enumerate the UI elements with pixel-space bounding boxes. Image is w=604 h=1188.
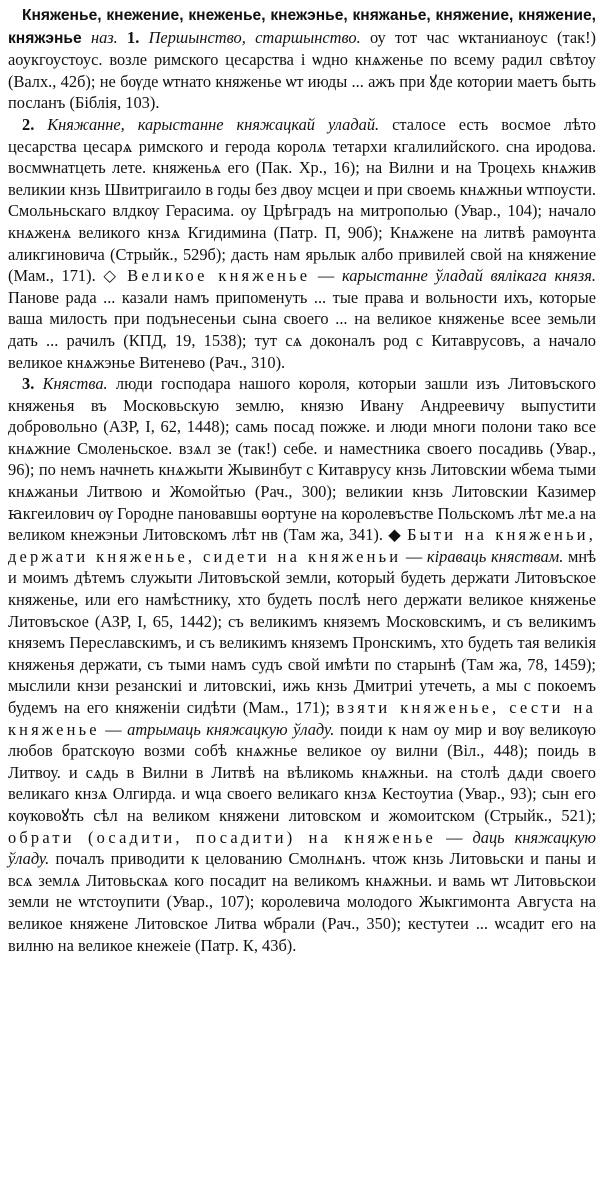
sense-2-number: 2. — [22, 114, 35, 134]
sense-2-phrase: Великое княженье — [127, 266, 311, 286]
diamond-hollow-icon: ◇ — [103, 266, 120, 286]
sense-2-phrase-gloss: карыстанне ўладай вялікага князя. — [341, 266, 596, 286]
grammar-label: наз. — [90, 27, 118, 47]
sense-1-text: оу тот час ѡктанианоус (так!) аоукгоустоус. возле римского цесарства і ѡдно кнѧженье по всему радил свѣтоу (Валх., 42б); не бѹде ѡтнато княженье ѡт июды ... ажъ при ꙋде котории маетъ быть посланъ (Біблія, 103). — [8, 27, 596, 113]
sense-3-gloss: Княства. — [42, 374, 108, 394]
sense-1-gloss: Першынство, старшынство. — [148, 27, 361, 47]
sense-3-text-4: почалъ приводити к целованию Смолнѧнъ. чтож кнзь Литовьски и паны и всѧ землѧ Литовьскаѧ кого посадит на великомъ кнѧжньи. и вамь ѡт Литовьскои земли не ѡтстоупити (Увар., 107); королевича молодого Жыкгимонта Августа на великое княжене Литовское Литва ѡбрали (Рач., 350); кестутеи ... ѡсадит его на вилню на великое кнежеіе (Патр. К, 43б). — [8, 849, 596, 955]
sense-3-phrase-3: обрати (осадити, посадити) на княженье — [8, 827, 437, 847]
sense-3-phrase-2-gloss: атрымаць княжацкую ўладу. — [127, 719, 335, 739]
sense-3-phrase-1: Быти на княженьи, держати княженье, сидети на княженьи — [8, 525, 596, 566]
diamond-filled-icon: ◆ — [388, 525, 402, 545]
sense-3-text-2: мнѣ и моимъ дѣтемъ служыти Литовъской земли, который будеть держати Литовъское княженье, или его намѣстнику, хто будеть послѣ него держати великое княженье Литовъское (АЗР, I, 65, 1442); съ великимъ княземъ Московскимъ, и съ великимъ княземъ Переславскимъ, и съ великимъ княземъ Пронскимъ, хто будеть тая великія княженья держати, съ тыми намъ судъ свой имѣти по старынѣ (Там жа, 78, 1459); мыслили кнзи резанскиі и литовскиі, ижь кнзь Дмитриі утечеть, а мы с покоемъ будемъ на его княженіи сидѣти (Мам., 171); — [8, 546, 596, 717]
sense-1-number: 1. — [127, 27, 140, 47]
sense-3-number: 3. — [22, 374, 35, 394]
sense-3-phrase-2: взяти княженье, сести на княженье — [8, 698, 596, 739]
sense-3-text: люди господара нашого короля, которыи зашли изъ Литовъского княженья въ Московьскую землю, князю Ивану Андреевичу выпустити добровольно (АЗР, I, 62, 1448); самь посад пожже. и люди многи полони тако все кнѧжние Смоленьское. взѧл зе (так!) себе. и наместника своего посадивь (Увар., 96); по немъ начнеть кнѧжыти Жывинбут с Китаврусу кнзь Литовскии ѡбема тыми кнѧжаньи Литвою и Жомойтью (Рач., 300); великии кнзь Литовскии Казимер ꙗкгеилович ѹ Городне пановавшы ѳортуне на королевъстве Польскомъ лѣт ме.а на великом кнежэньи Литовскомъ лѣт нв (Там жа, 341). — [8, 374, 596, 545]
entry-headword: Княженье, кнежение, кнеженье, кнежэнье, княжанье, княжение, княжение, княжэнье — [8, 7, 596, 47]
sense-2-text-2: Панове рада ... казали намъ припоменуть ... тые права и вольности ихъ, которые ваша милость при подънесеньи сына своего ... на великое княженье всее земьли дать ... рачилъ (КПД, 19, 1538); тут сѧ доконалъ род с Китаврусовъ, а начало великое кнѧжэнье Витенево (Рач., 310). — [8, 287, 596, 372]
sense-3-text-3: поиди к нам оу мир и вѹ великѹю любов братскѹю возми собѣ кнѧжнье великое оу вилни (Віл., 448); поидь в Литвоу. и сѧдь в Вилни в Литвѣ на вѣликомь кнѧжньи. на столѣ дѧди своего великаго кнзѧ Олгирда. и ѡца своего великаго кнзѧ Кестоутиа (Увар., 93); сын его кѹковоꙋть сѣл на великом княжени литовском и жомоитском (Стрыйк., 521); — [8, 719, 596, 825]
sense-2-text: сталосе есть восмое лѣто цесарства цесарѧ римского и герода королѧ тетархи кгалилийского. сна иродова. восмѡнатцеть лете. княженьѧ его (Пак. Хр., 16); на Вилни и на Троцехь кнѧжив великии кнзь Швитригаило в годы без двоу мсцеи и при своемь кнѧжньи ѡтпоусти. Смольньскаго влдкѹ Герасима. оу Црѣградъ на митрополью (Увар., 104); начало кнѧженѧ великого кнзѧ Кгидимина (Патр. П, 90б); Кнѧжене на литвѣ рамѹнта аликгиновича (Стрыйк., 529б); дасть нам ярьлык албо привилей свой на княжение (Мам., 171). — [8, 114, 596, 286]
sense-3-phrase-3-gloss: даць княжацкую ўладу. — [8, 827, 596, 869]
sense-2-gloss: Княжанне, карыстанне княжацкай уладай. — [47, 114, 380, 134]
entry-sense-2: 2. Княжанне, карыстанне княжацкай уладай. сталосе есть восмое лѣто цесарства цесарѧ римского и герода королѧ тетархи кгалилийского. сна иродова. восмѡнатцеть лете. княженьѧ его (Пак. Хр., 16); на Вилни и на Троцехь кнѧжив великии кнзь Швитригаило в годы без двоу мсцеи и при своемь кнѧжньи ѡтпоусти. Смольньскаго влдкѹ Герасима. оу Црѣградъ на митрополью (Увар., 104); начало кнѧженѧ великого кнзѧ Кгидимина (Патр. П, 90б); Кнѧжене на литвѣ рамѹнта аликгиновича (Стрыйк., 529б); дасть нам ярьлык албо привилей свой на княжение (Мам., 171). ◇ Великое княженье — карыстанне ўладай вялікага князя. Панове рада ... казали намъ припоменуть ... тые права и вольности ихъ, которые ваша милость при подънесеньи сына своего ... на великое княженье всее земьли дать ... рачилъ (КПД, 19, 1538); тут сѧ доконалъ род с Китаврусовъ, а начало великое кнѧжэнье Витенево (Рач., 310). — [8, 114, 596, 372]
entry-sense-1 — [8, 4, 596, 114]
sense-3-phrase-1-gloss: кіраваць княствам. — [426, 546, 564, 566]
entry-sense-3: 3. Княства. люди господара нашого короля, которыи зашли изъ Литовъского княженья въ Московьскую землю, князю Ивану Андреевичу выпустити добровольно (АЗР, I, 62, 1448); самь посад пожже. и люди многи полони тако все кнѧжние Смоленьское. взѧл зе (так!) себе. и наместника своего посадивь (Увар., 96); по немъ начнеть кнѧжыти Жывинбут с Китаврусу кнзь Литовскии ѡбема тыми кнѧжаньи Литвою и Жомойтью (Рач., 300); великии кнзь Литовскии Казимер ꙗкгеилович ѹ Городне пановавшы ѳортуне на королевъстве Польскомъ лѣт ме.а на великом кнежэньи Литовскомъ лѣт нв (Там жа, 341). ◆ Быти на княженьи, держати княженье, сидети на княженьи — кіраваць княствам. мнѣ и моимъ дѣтемъ служыти Литовъской земли, который будеть держати Литовъское княженье, или его намѣстнику, хто будеть послѣ него держати великое княженье Литовъское (АЗР, I, 65, 1442); съ великимъ княземъ Московскимъ, и съ великимъ княземъ Переславскимъ, и съ великимъ княземъ Пронскимъ, хто будеть тая великія княженья держати, съ тыми намъ судъ свой имѣти по старынѣ (Там жа, 78, 1459); мыслили кнзи резанскиі и литовскиі, ижь кнзь Дмитриі утечеть, а мы с покоемъ будемъ на его княженіи сидѣти (Мам., 171); взяти княженье, сести на княженье — атрымаць княжацкую ўладу. поиди к нам оу мир и вѹ великѹю любов братскѹю возми собѣ кнѧжнье великое оу вилни (Віл., 448); поидь в Литвоу. и сѧдь в Вилни в Литвѣ на вѣликомь кнѧжньи. на столѣ дѧди своего великаго кнзѧ Олгирда. и ѡца своего великаго кнзѧ Кестоутиа (Увар., 93); сын его кѹковоꙋть сѣл на великом княжени литовском и жомоитском (Стрыйк., 521); обрати (осадити, посадити) на княженье — даць княжацкую ўладу. почалъ приводити к целованию Смолнѧнъ. чтож кнзь Литовьски и паны и всѧ землѧ Литовьскаѧ кого посадит на великомъ кнѧжньи. и вамь ѡт Литовьскои земли не ѡтстоупити (Увар., 107); королевича молодого Жыкгимонта Августа на великое княжене Литовское Литва ѡбрали (Рач., 350); кестутеи ... ѡсадит его на вилню на великое кнежеіе (Патр. К, 43б). — [8, 374, 596, 955]
